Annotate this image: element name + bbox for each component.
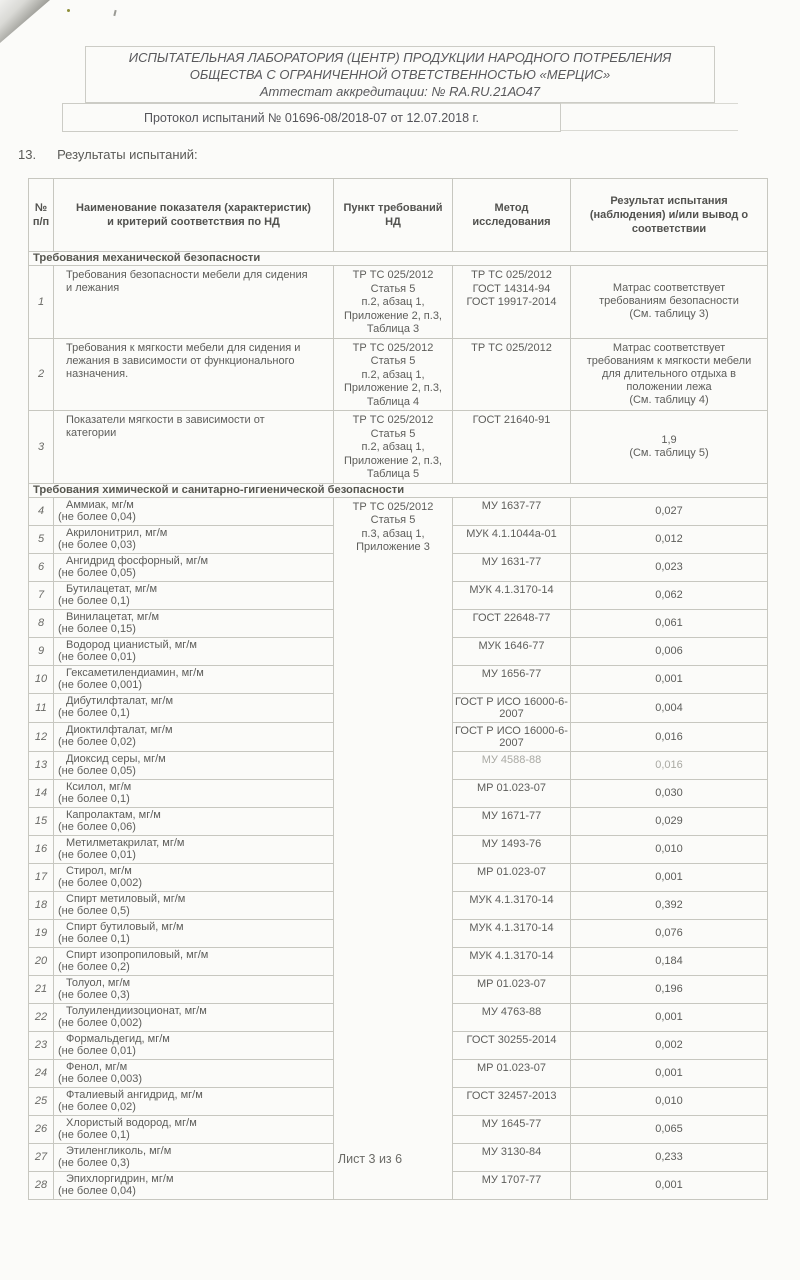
test-result: 0,010 xyxy=(571,1087,768,1115)
row-number: 7 xyxy=(29,581,54,609)
protocol-title: Протокол испытаний № 01696-08/2018-07 от 12.07.2018 г. xyxy=(143,110,479,125)
indicator-name: Бутилацетат, мг/м (не более 0,1) xyxy=(54,581,334,609)
page-corner-fold xyxy=(0,0,50,43)
column-header: Наименование показателя (характеристик) и критерий соответствия по НД xyxy=(54,179,334,252)
test-method: ГОСТ 22648-77 xyxy=(453,609,571,637)
indicator-name: Ксилол, мг/м (не более 0,1) xyxy=(54,779,334,807)
section-title: Требования механической безопасности xyxy=(29,252,768,266)
row-number: 11 xyxy=(29,693,54,722)
section-header-row xyxy=(29,252,768,266)
row-number: 27 xyxy=(29,1143,54,1171)
indicator-name: Фталиевый ангидрид, мг/м (не более 0,02) xyxy=(54,1087,334,1115)
test-result: 0,016 xyxy=(571,722,768,751)
test-result: 0,184 xyxy=(571,947,768,975)
test-result: 0,010 xyxy=(571,835,768,863)
row-number: 1 xyxy=(29,266,54,339)
row-number: 20 xyxy=(29,947,54,975)
row-number: 12 xyxy=(29,722,54,751)
row-number: 23 xyxy=(29,1031,54,1059)
results-heading-label: Результаты испытаний: xyxy=(57,147,198,162)
test-method: МУ 1645-77 xyxy=(453,1115,571,1143)
test-result: 0,012 xyxy=(571,525,768,553)
indicator-name: Дибутилфталат, мг/м (не более 0,1) xyxy=(54,693,334,722)
test-result: 0,023 xyxy=(571,553,768,581)
lab-header-box xyxy=(85,46,715,103)
column-header: № п/п xyxy=(29,179,54,252)
row-number: 4 xyxy=(29,497,54,525)
section-title: Требования химической и санитарно-гигиенической безопасности xyxy=(29,483,768,497)
row-number: 5 xyxy=(29,525,54,553)
page-number: Лист 3 из 6 xyxy=(337,1152,403,1166)
scan-artifact-dot xyxy=(67,9,70,12)
test-result: 0,001 xyxy=(571,665,768,693)
row-number: 15 xyxy=(29,807,54,835)
test-method: МУК 1646-77 xyxy=(453,637,571,665)
indicator-name: Водород цианистый, мг/м (не более 0,01) xyxy=(54,637,334,665)
test-method: МУК 4.1.3170-14 xyxy=(453,919,571,947)
row-number: 6 xyxy=(29,553,54,581)
column-header: Пункт требований НД xyxy=(334,179,453,252)
results-heading xyxy=(18,147,198,162)
test-result: 0,001 xyxy=(571,1171,768,1199)
test-result: 0,029 xyxy=(571,807,768,835)
row-number: 9 xyxy=(29,637,54,665)
test-result: Матрас соответствует требованиям безопасности (См. таблицу 3) xyxy=(571,266,768,339)
results-table-body xyxy=(29,252,768,1200)
row-number: 3 xyxy=(29,411,54,484)
test-method: МУ 1707-77 xyxy=(453,1171,571,1199)
requirement-clause: ТР ТС 025/2012 Статья 5 п.3, абзац 1, Приложение 3 xyxy=(334,497,453,1199)
indicator-name: Хлористый водород, мг/м (не более 0,1) xyxy=(54,1115,334,1143)
indicator-name: Спирт метиловый, мг/м (не более 0,5) xyxy=(54,891,334,919)
indicator-name: Диоктилфталат, мг/м (не более 0,02) xyxy=(54,722,334,751)
test-method: ГОСТ 21640-91 xyxy=(453,411,571,484)
test-result: 0,027 xyxy=(571,497,768,525)
row-number: 8 xyxy=(29,609,54,637)
row-number: 14 xyxy=(29,779,54,807)
test-method: МР 01.023-07 xyxy=(453,779,571,807)
test-result: 0,030 xyxy=(571,779,768,807)
test-method: ТР ТС 025/2012 ГОСТ 14314-94 ГОСТ 19917-2014 xyxy=(453,266,571,339)
table-header-row xyxy=(29,179,768,252)
indicator-name: Показатели мягкости в зависимости от категории xyxy=(54,411,334,484)
test-result: 0,076 xyxy=(571,919,768,947)
test-method: МР 01.023-07 xyxy=(453,863,571,891)
row-number: 10 xyxy=(29,665,54,693)
test-method: ГОСТ 30255-2014 xyxy=(453,1031,571,1059)
requirement-clause: ТР ТС 025/2012 Статья 5 п.2, абзац 1, Приложение 2, п.3, Таблица 3 xyxy=(334,266,453,339)
indicator-name: Гексаметилендиамин, мг/м (не более 0,001) xyxy=(54,665,334,693)
indicator-name: Спирт изопропиловый, мг/м (не более 0,2) xyxy=(54,947,334,975)
indicator-name: Фенол, мг/м (не более 0,003) xyxy=(54,1059,334,1087)
row-number: 24 xyxy=(29,1059,54,1087)
indicator-name: Капролактам, мг/м (не более 0,06) xyxy=(54,807,334,835)
test-method: МР 01.023-07 xyxy=(453,1059,571,1087)
test-result: 0,001 xyxy=(571,863,768,891)
test-method: МУ 1493-76 xyxy=(453,835,571,863)
indicator-name: Спирт бутиловый, мг/м (не более 0,1) xyxy=(54,919,334,947)
test-method: ГОСТ Р ИСО 16000-6-2007 xyxy=(453,722,571,751)
test-result: 0,233 xyxy=(571,1143,768,1171)
row-number: 28 xyxy=(29,1171,54,1199)
test-method: МУК 4.1.3170-14 xyxy=(453,947,571,975)
indicator-name: Формальдегид, мг/м (не более 0,01) xyxy=(54,1031,334,1059)
row-number: 16 xyxy=(29,835,54,863)
scan-line xyxy=(560,103,738,104)
test-method: МУ 4763-88 xyxy=(453,1003,571,1031)
test-result: 0,196 xyxy=(571,975,768,1003)
test-result: 0,001 xyxy=(571,1059,768,1087)
indicator-name: Толуилендиизоционат, мг/м (не более 0,002) xyxy=(54,1003,334,1031)
column-header: Метод исследования xyxy=(453,179,571,252)
test-result: 0,004 xyxy=(571,693,768,722)
indicator-name: Требования к мягкости мебели для сидения и лежания в зависимости от функционального назначения. xyxy=(54,338,334,411)
scan-line xyxy=(560,130,738,131)
indicator-name: Аммиак, мг/м (не более 0,04) xyxy=(54,497,334,525)
row-number: 21 xyxy=(29,975,54,1003)
protocol-title-box xyxy=(62,103,561,132)
indicator-name: Диоксид серы, мг/м (не более 0,05) xyxy=(54,751,334,779)
row-number: 18 xyxy=(29,891,54,919)
indicator-name: Толуол, мг/м (не более 0,3) xyxy=(54,975,334,1003)
requirement-clause: ТР ТС 025/2012 Статья 5 п.2, абзац 1, Приложение 2, п.3, Таблица 5 xyxy=(334,411,453,484)
test-result: 0,065 xyxy=(571,1115,768,1143)
test-result: 0,002 xyxy=(571,1031,768,1059)
test-result: 0,061 xyxy=(571,609,768,637)
lab-name-line1: ИСПЫТАТЕЛЬНАЯ ЛАБОРАТОРИЯ (ЦЕНТР) ПРОДУКЦИИ НАРОДНОГО ПОТРЕБЛЕНИЯ xyxy=(128,50,672,65)
row-number: 13 xyxy=(29,751,54,779)
indicator-name: Винилацетат, мг/м (не более 0,15) xyxy=(54,609,334,637)
table-row xyxy=(29,338,768,411)
test-method: ГОСТ 32457-2013 xyxy=(453,1087,571,1115)
results-table-head xyxy=(29,179,768,252)
indicator-name: Стирол, мг/м (не более 0,002) xyxy=(54,863,334,891)
indicator-name: Этиленгликоль, мг/м (не более 0,3) xyxy=(54,1143,334,1171)
test-result: 0,006 xyxy=(571,637,768,665)
test-method: ТР ТС 025/2012 xyxy=(453,338,571,411)
test-method: МУ 4588-88 xyxy=(453,751,571,779)
accreditation-line: Аттестат аккредитации: № RA.RU.21АО47 xyxy=(259,84,541,99)
table-row xyxy=(29,266,768,339)
test-method: ГОСТ Р ИСО 16000-6-2007 xyxy=(453,693,571,722)
lab-name-line2: ОБЩЕСТВА С ОГРАНИЧЕННОЙ ОТВЕТСТВЕННОСТЬЮ «МЕРЦИС» xyxy=(189,67,611,82)
indicator-name: Ангидрид фосфорный, мг/м (не более 0,05) xyxy=(54,553,334,581)
indicator-name: Метилметакрилат, мг/м (не более 0,01) xyxy=(54,835,334,863)
indicator-name: Эпихлоргидрин, мг/м (не более 0,04) xyxy=(54,1171,334,1199)
table-row xyxy=(29,411,768,484)
test-result: 0,001 xyxy=(571,1003,768,1031)
test-result: 1,9 (См. таблицу 5) xyxy=(571,411,768,484)
indicator-name: Акрилонитрил, мг/м (не более 0,03) xyxy=(54,525,334,553)
test-method: МУ 1656-77 xyxy=(453,665,571,693)
test-method: МУК 4.1.1044а-01 xyxy=(453,525,571,553)
table-row xyxy=(29,497,768,525)
test-method: МУ 1671-77 xyxy=(453,807,571,835)
page-footer xyxy=(0,1152,740,1166)
test-result: 0,392 xyxy=(571,891,768,919)
test-method: МУ 3130-84 xyxy=(453,1143,571,1171)
scan-artifact-mark xyxy=(113,10,116,16)
test-method: МУ 1637-77 xyxy=(453,497,571,525)
row-number: 22 xyxy=(29,1003,54,1031)
test-result: 0,016 xyxy=(571,751,768,779)
row-number: 19 xyxy=(29,919,54,947)
indicator-name: Требования безопасности мебели для сидения и лежания xyxy=(54,266,334,339)
test-method: МР 01.023-07 xyxy=(453,975,571,1003)
test-method: МУК 4.1.3170-14 xyxy=(453,581,571,609)
row-number: 17 xyxy=(29,863,54,891)
test-method: МУК 4.1.3170-14 xyxy=(453,891,571,919)
row-number: 26 xyxy=(29,1115,54,1143)
results-heading-number: 13. xyxy=(18,147,37,162)
requirement-clause: ТР ТС 025/2012 Статья 5 п.2, абзац 1, Приложение 2, п.3, Таблица 4 xyxy=(334,338,453,411)
section-header-row xyxy=(29,483,768,497)
test-method: МУ 1631-77 xyxy=(453,553,571,581)
test-result: Матрас соответствует требованиям к мягкости мебели для длительного отдыха в положении лежа (См. таблицу 4) xyxy=(571,338,768,411)
results-table xyxy=(28,178,768,1200)
row-number: 25 xyxy=(29,1087,54,1115)
test-result: 0,062 xyxy=(571,581,768,609)
row-number: 2 xyxy=(29,338,54,411)
column-header: Результат испытания (наблюдения) и/или вывод о соответствии xyxy=(571,179,768,252)
